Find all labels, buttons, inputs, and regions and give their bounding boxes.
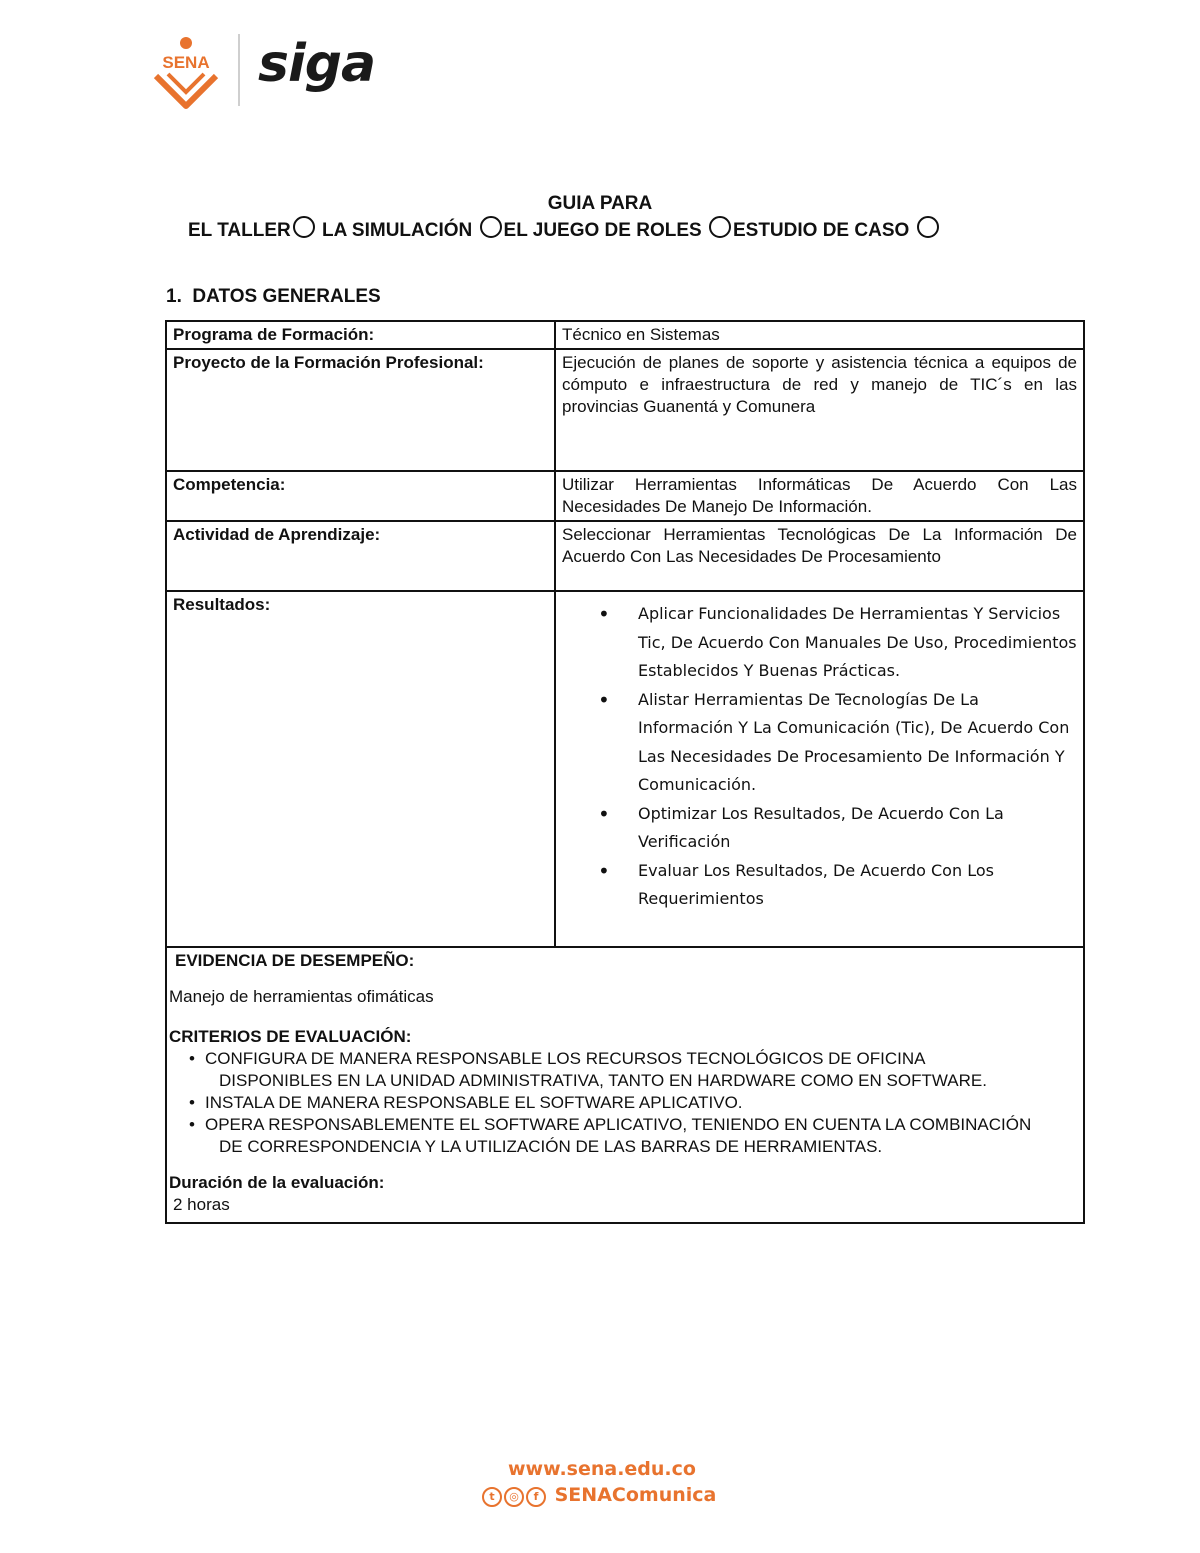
table-row bbox=[166, 471, 1084, 521]
evidence-text: Manejo de herramientas ofimáticas bbox=[169, 987, 434, 1006]
results-label: Resultados: bbox=[166, 591, 555, 947]
option-estudio-caso-radio-icon bbox=[917, 216, 939, 238]
criteria-text-continued: DE CORRESPONDENCIA Y LA UTILIZACIÓN DE LAS BARRAS DE HERRAMIENTAS. bbox=[219, 1137, 883, 1156]
criteria-text: CONFIGURA DE MANERA RESPONSABLE LOS RECURSOS TECNOLÓGICOS DE OFICINA bbox=[205, 1049, 926, 1068]
option-taller-radio-icon bbox=[293, 216, 315, 238]
table-row bbox=[166, 349, 1084, 471]
activity-value: Seleccionar Herramientas Tecnológicas De La Información De Acuerdo Con Las Necesidades De Procesamiento bbox=[555, 521, 1084, 591]
results-cell bbox=[555, 591, 1084, 947]
table-row bbox=[166, 947, 1084, 1223]
table-row bbox=[166, 521, 1084, 591]
evidence-cell bbox=[166, 947, 1084, 1223]
list-item: • Evaluar Los Resultados, De Acuerdo Con Los Requerimientos bbox=[592, 857, 1077, 914]
footer-url-link[interactable]: www.sena.edu.co bbox=[508, 1458, 696, 1480]
list-item: • Optimizar Los Resultados, De Acuerdo Con La Verificación bbox=[592, 800, 1077, 857]
table-row bbox=[166, 321, 1084, 349]
footer-social[interactable] bbox=[482, 1484, 722, 1507]
facebook-icon: f bbox=[526, 1487, 546, 1507]
competence-value: Utilizar Herramientas Informáticas De Acuerdo Con Las Necesidades De Manejo De Información. bbox=[555, 471, 1084, 521]
siga-logo: siga bbox=[258, 34, 376, 94]
project-value: Ejecución de planes de soporte y asistencia técnica a equipos de cómputo e infraestructura de red y manejo de TIC´s en las provincias Guanentá y Comunera bbox=[555, 349, 1084, 471]
option-simulacion-label: LA SIMULACIÓN bbox=[316, 220, 478, 241]
table-row bbox=[166, 591, 1084, 947]
criteria-text-continued: DISPONIBLES EN LA UNIDAD ADMINISTRATIVA, TANTO EN HARDWARE COMO EN SOFTWARE. bbox=[219, 1071, 987, 1090]
sena-logo-text: SENA bbox=[162, 53, 210, 72]
section-title: DATOS GENERALES bbox=[192, 286, 381, 307]
criteria-text: OPERA RESPONSABLEMENTE EL SOFTWARE APLICATIVO, TENIENDO EN CUENTA LA COMBINACIÓN bbox=[205, 1115, 1032, 1134]
social-handle: SENAComunica bbox=[554, 1484, 717, 1506]
section-number: 1. bbox=[166, 286, 182, 307]
list-item bbox=[189, 1114, 1069, 1158]
activity-label: Actividad de Aprendizaje: bbox=[166, 521, 555, 591]
option-juego-roles-label: EL JUEGO DE ROLES bbox=[503, 220, 707, 241]
general-data-table bbox=[165, 320, 1083, 1224]
twitter-icon: t bbox=[482, 1487, 502, 1507]
duration-value: 2 horas bbox=[173, 1195, 230, 1214]
project-label: Proyecto de la Formación Profesional: bbox=[166, 349, 555, 471]
criteria-list bbox=[167, 1048, 1083, 1158]
option-taller-label: EL TALLER bbox=[188, 220, 291, 241]
activity-type-options bbox=[188, 216, 941, 242]
instagram-icon: ◎ bbox=[504, 1487, 524, 1507]
header-logos bbox=[150, 34, 390, 110]
list-item bbox=[189, 1048, 1069, 1092]
sena-logo bbox=[150, 34, 222, 110]
option-simulacion-radio-icon bbox=[480, 216, 502, 238]
footer bbox=[482, 1458, 722, 1507]
duration-label: Duración de la evaluación: bbox=[169, 1173, 385, 1192]
logo-divider bbox=[238, 34, 240, 106]
results-list bbox=[562, 600, 1077, 914]
evidence-label: EVIDENCIA DE DESEMPEÑO: bbox=[175, 951, 415, 970]
guide-title: GUIA PARA bbox=[547, 193, 653, 214]
program-label: Programa de Formación: bbox=[166, 321, 555, 349]
list-item: • Alistar Herramientas De Tecnologías De La Información Y La Comunicación (Tic), De Acuerdo Con Las Necesidades De Procesamiento De Información Y Comunicación. bbox=[592, 686, 1077, 800]
competence-label: Competencia: bbox=[166, 471, 555, 521]
program-value: Técnico en Sistemas bbox=[555, 321, 1084, 349]
section-heading bbox=[166, 286, 381, 308]
criteria-label: CRITERIOS DE EVALUACIÓN: bbox=[169, 1027, 412, 1046]
list-item: • Aplicar Funcionalidades De Herramientas Y Servicios Tic, De Acuerdo Con Manuales De Uso, Procedimientos Establecidos Y Buenas Prácticas. bbox=[592, 600, 1077, 686]
option-juego-roles-radio-icon bbox=[709, 216, 731, 238]
option-estudio-caso-label: ESTUDIO DE CASO bbox=[732, 220, 915, 241]
list-item bbox=[189, 1092, 1069, 1114]
criteria-text: INSTALA DE MANERA RESPONSABLE EL SOFTWARE APLICATIVO. bbox=[205, 1093, 743, 1112]
